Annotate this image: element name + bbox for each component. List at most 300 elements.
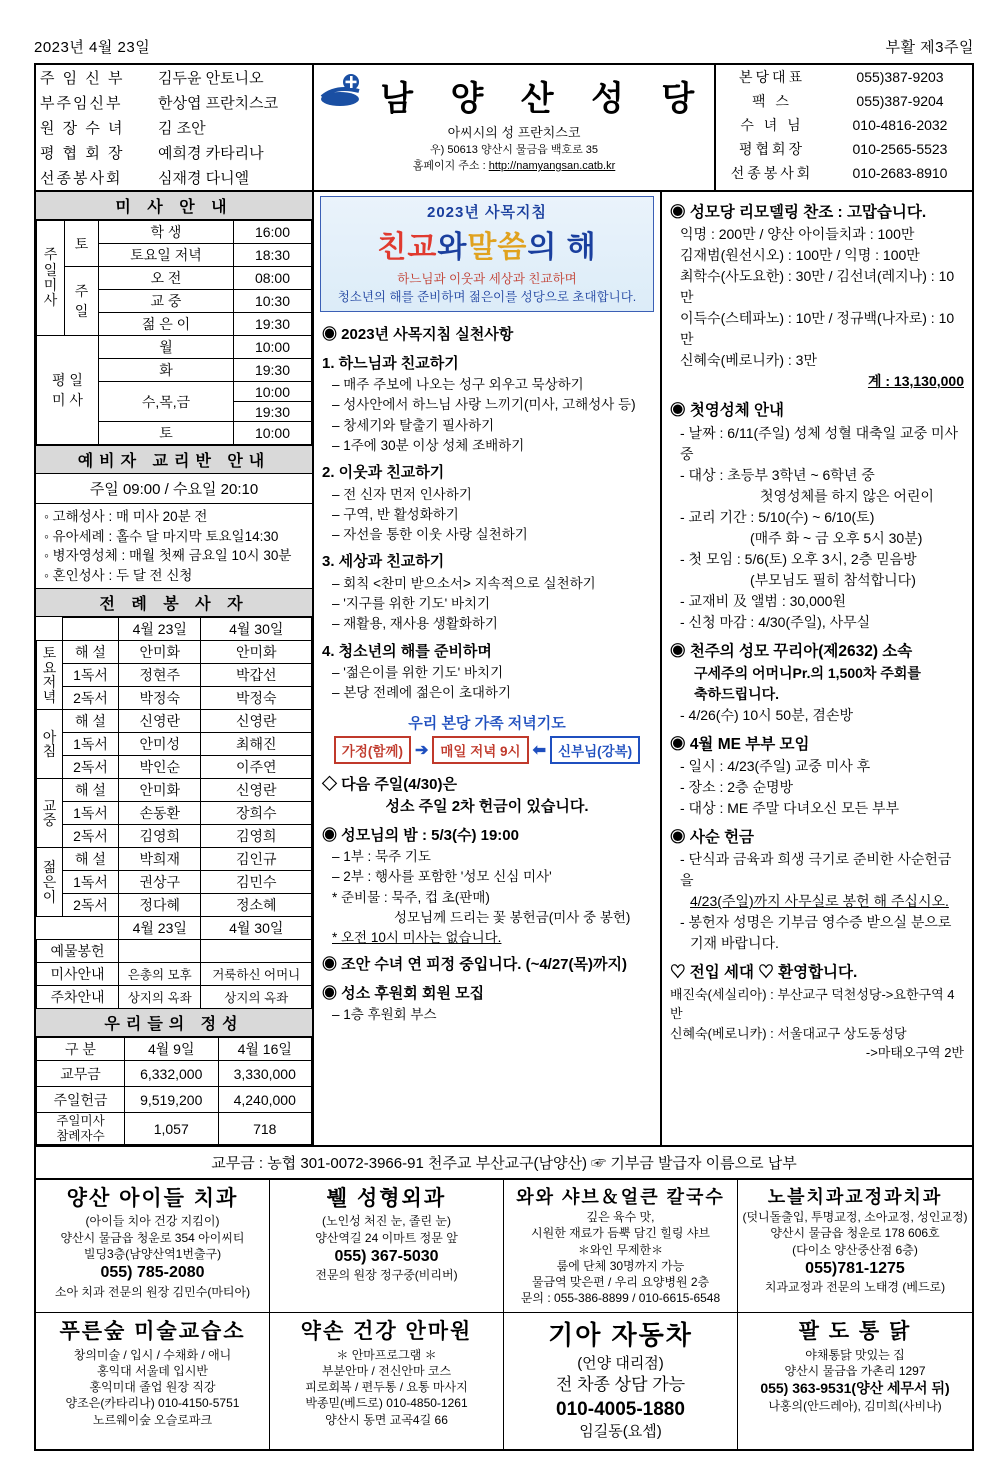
ad-sub: (언양 대리점) <box>577 1354 664 1372</box>
ad-title: 약손 건강 안마원 <box>300 1320 473 1344</box>
liturgy-role: 2독서 <box>63 687 119 710</box>
ad-foot: 전문의 원장 정구중(비리버) <box>315 1268 458 1283</box>
fc-line: - 날짜 : 6/11(주일) 성체 성혈 대축일 교중 미사 중 <box>680 424 959 462</box>
offering-title: 우리들의 정성 <box>36 1009 312 1037</box>
ad-foot: 양산시 동면 교곡4길 66 <box>325 1412 448 1427</box>
ad-card[interactable] <box>504 1313 738 1448</box>
ad-title: 뷀 성형외과 <box>326 1187 447 1210</box>
liturgy-group-label: 토 요 저 녁 <box>37 641 63 710</box>
mass-schedule-table <box>36 220 312 445</box>
liturgy-group-label: 교 중 <box>37 779 63 848</box>
curia-head: ◉ 천주의 성모 꾸리아(제2632) 소속 <box>670 642 913 660</box>
remodel-head: ◉ 성모당 리모델링 찬조 : 고맙습니다. <box>670 204 927 221</box>
ad-card[interactable] <box>270 1313 504 1448</box>
notice-head-text: 성소 후원회 회원 모집 <box>341 984 485 1002</box>
remodel-row: 최학수(사도요한) : 30만 / 김선녀(레지나) : 10만 <box>680 268 955 306</box>
mass-time: 10:00 <box>234 422 312 445</box>
table-row <box>37 779 312 802</box>
liturgy-person: 박갑선 <box>201 664 312 687</box>
liturgy-extra-role: 미사안내 <box>37 963 119 986</box>
catechism-note: ◦ 병자영성체 : 매월 첫째 금요일 10시 30분 <box>44 548 292 564</box>
practice-item: – 자선을 통한 이웃 사랑 실천하기 <box>332 527 528 542</box>
liturgical-season: 부활 제3주일 <box>885 39 974 56</box>
liturgy-extra-date-1: 4월 23일 <box>119 917 201 940</box>
staff-name: 김 조안 <box>158 120 206 137</box>
table-row <box>37 1038 312 1061</box>
remodel-head-text: 성모당 리모델링 찬조 : 고맙습니다. <box>689 204 927 221</box>
practice-item: – 본당 전례에 젊은이 초대하기 <box>332 685 512 701</box>
mass-name: 토 <box>99 422 234 445</box>
staff-name: 예희경 카타리나 <box>158 145 264 162</box>
family-prayer-flow <box>324 736 650 764</box>
family-prayer-title: 우리 본당 가족 저녁기도 <box>408 714 566 732</box>
liturgy-role: 2독서 <box>63 825 119 848</box>
catechism-note: ◦ 고해성사 : 매 미사 20분 전 <box>44 509 208 524</box>
contact-role: 본당대표 <box>738 69 806 85</box>
ad-card[interactable] <box>504 1180 738 1313</box>
ad-card[interactable] <box>270 1180 504 1313</box>
ad-phone: 양조은(카타리나) 010-4150-5751 <box>65 1396 240 1411</box>
liturgy-role: 해 설 <box>63 779 119 802</box>
contact-row <box>716 137 972 161</box>
offering-col-1: 4월 9일 <box>125 1038 219 1061</box>
church-address: 우) 50613 양산시 물금읍 백호로 35 <box>429 144 599 156</box>
table-row <box>37 894 312 917</box>
offering-value: 6,332,000 <box>125 1061 219 1087</box>
notice-head-text: 조안 수녀 연 피정 중입니다. (~4/27(목)까지) <box>341 956 627 974</box>
offering-value: 3,330,000 <box>218 1061 312 1087</box>
table-row <box>37 267 312 290</box>
liturgy-extra-b: 거룩하신 어머니 <box>201 963 312 986</box>
notice-line: – 1부 : 묵주 기도 <box>332 849 431 864</box>
ad-phone: 문의 : 055-386-8899 / 010-6615-6548 <box>520 1291 721 1306</box>
notice-head: ◉ 성모님의 밤 : 5/3(수) 19:00 <box>322 826 519 844</box>
staff-row <box>36 90 312 115</box>
ad-phone: 010-4005-1880 <box>556 1398 685 1420</box>
practice-item: – 구역, 반 활성화하기 <box>332 506 459 522</box>
table-row <box>37 848 312 871</box>
me-line: - 장소 : 2층 순명방 <box>680 779 794 795</box>
liturgy-date-2: 4월 30일 <box>201 618 312 641</box>
lent-head: ◉ 사순 헌금 <box>670 829 755 846</box>
table-row <box>37 802 312 825</box>
table-row <box>37 963 312 986</box>
table-row <box>37 336 312 359</box>
banner-headline <box>323 222 651 266</box>
table-row <box>37 940 312 963</box>
contact-value: 010-4816-2032 <box>852 117 948 133</box>
notice-line: 성모님께 드리는 꽃 봉헌금(미사 중 봉헌) <box>394 909 631 925</box>
notice-line: – 2부 : 행사를 포함한 '성모 신심 미사' <box>332 869 552 885</box>
offering-label: 주일헌금 <box>37 1087 125 1113</box>
contact-role: 팩 스 <box>752 93 792 109</box>
ad-sub: 창의미술 / 입시 / 수채화 / 애니 <box>73 1347 232 1362</box>
ad-line: 양산역길 24 이마트 정문 앞 <box>315 1230 458 1245</box>
staff-name: 심재경 다니엘 <box>158 170 250 187</box>
liturgy-person: 김영희 <box>201 825 312 848</box>
staff-row <box>36 65 312 90</box>
mass-day: 토 <box>65 221 99 267</box>
offering-value: 718 <box>218 1113 312 1145</box>
lent-head-text: 사순 헌금 <box>689 829 755 846</box>
column-middle <box>314 192 662 1145</box>
catechism-notes <box>36 504 312 589</box>
table-row <box>37 710 312 733</box>
advertisement-grid <box>36 1178 972 1449</box>
prayer-step-2: 매일 저녁 9시 <box>432 736 528 764</box>
liturgy-person: 박인순 <box>119 756 201 779</box>
remodel-total: 계 : 13,130,000 <box>867 373 964 390</box>
mass-name: 교 중 <box>99 290 234 313</box>
table-row <box>37 871 312 894</box>
ad-sub: (덧니돌출입, 투명교정, 소아교정, 성인교정) <box>742 1210 968 1225</box>
liturgy-role: 2독서 <box>63 756 119 779</box>
fc-line: - 교재비 及 앨범 : 30,000원 <box>680 592 846 609</box>
table-row <box>37 733 312 756</box>
liturgy-title: 전 례 봉 사 자 <box>36 589 312 617</box>
me-line: - 대상 : ME 주말 다녀오신 모든 부부 <box>680 800 900 816</box>
remodel-row: 신혜숙(베로니카) : 3만 <box>680 352 817 369</box>
liturgy-person: 박희재 <box>119 848 201 871</box>
remodel-row: 이득수(스테파노) : 10만 / 정규백(나자로) : 10만 <box>680 310 955 348</box>
ad-phone: 055)781-1275 <box>805 1259 905 1277</box>
liturgy-person: 신영란 <box>119 710 201 733</box>
liturgy-extra-b: 상지의 옥좌 <box>201 986 312 1009</box>
practice-head: 3. 세상과 친교하기 <box>322 553 445 571</box>
ad-foot: 임길동(요셉) <box>579 1423 662 1441</box>
offering-label: 주일미사 참례자수 <box>37 1113 125 1145</box>
ad-line: 양산시 물금읍 청운로 354 아이씨티 <box>60 1230 245 1245</box>
ad-line: 부분안마 / 전신안마 코스 <box>321 1363 452 1378</box>
liturgy-extra-a: 상지의 옥좌 <box>119 986 201 1009</box>
liturgy-role: 해 설 <box>63 641 119 664</box>
note-text: 혼인성사 : 두 달 전 신청 <box>52 567 193 583</box>
contact-value: 010-2565-5523 <box>852 141 948 157</box>
arrow-right-icon: ➔ <box>414 741 429 759</box>
banner-word-2: 와 <box>437 231 468 264</box>
catechism-title: 예비자 교리반 안내 <box>36 445 312 474</box>
practice-item: – 창세기와 탈출기 필사하기 <box>332 417 495 433</box>
liturgy-role: 1독서 <box>63 664 119 687</box>
me-line: - 일시 : 4/23(주일) 교중 미사 후 <box>680 758 871 774</box>
practice-head: 4. 청소년의 해를 준비하며 <box>322 642 492 660</box>
mass-name: 수,목,금 <box>99 382 234 422</box>
liturgy-person: 안미화 <box>119 779 201 802</box>
church-logo-icon <box>320 73 366 118</box>
church-name: 남 양 산 성 당 <box>380 80 709 118</box>
practice-head: 1. 하느님과 친교하기 <box>322 354 459 372</box>
liturgy-extra-b <box>201 940 312 963</box>
staff-list <box>36 65 314 190</box>
mass-time: 19:30 <box>234 402 312 422</box>
ad-card[interactable] <box>36 1313 270 1448</box>
catechism-note: ◦ 혼인성사 : 두 달 전 신청 <box>44 567 193 583</box>
liturgy-person: 신영란 <box>201 710 312 733</box>
curia-line: 축하드립니다. <box>694 685 780 702</box>
contact-list <box>714 65 972 190</box>
practice-head: 2. 이웃과 친교하기 <box>322 464 445 481</box>
notice-head-text: 성모님의 밤 : 5/3(수) 19:00 <box>341 826 519 844</box>
staff-row <box>36 140 312 165</box>
liturgy-role: 1독서 <box>63 802 119 825</box>
ad-title: 노블치과교정과치과 <box>767 1187 943 1207</box>
ad-title: 푸른숲 미술교습소 <box>59 1320 246 1344</box>
ad-line: 물금역 맞은편 / 우리 요양병원 2층 <box>531 1275 710 1290</box>
offering-table <box>36 1037 312 1145</box>
fc-line: - 신청 마감 : 4/30(주일), 사무실 <box>680 613 871 630</box>
table-row <box>37 917 312 940</box>
catechism-schedule: 주일 09:00 / 수요일 20:10 <box>36 474 312 504</box>
table-row <box>37 756 312 779</box>
ad-sub: 야채통닭 맛있는 집 <box>805 1347 905 1362</box>
bulletin-frame <box>34 63 974 1451</box>
liturgy-person: 이주연 <box>201 756 312 779</box>
practice-item: – 1주에 30분 이상 성체 조배하기 <box>332 437 525 453</box>
lent-line: - 봉헌자 성명은 기부금 영수증 받으실 분으로 <box>680 914 952 931</box>
mass-name: 월 <box>99 336 234 359</box>
fc-line: - 교리 기간 : 5/10(수) ~ 6/10(토) <box>680 508 875 525</box>
ad-line: 빌딩3층(남양산역1번출구) <box>83 1246 222 1261</box>
mass-time: 19:30 <box>234 313 312 336</box>
mass-time: 19:30 <box>234 359 312 382</box>
fc-line: (매주 화 ~ 금 오후 5시 30분) <box>750 529 923 546</box>
fc-line: - 첫 모임 : 5/6(토) 오후 3시, 2층 믿음방 <box>680 550 917 567</box>
ad-phone: 박종믿(베드로) 010-4850-1261 <box>305 1396 468 1411</box>
practice-item: – 전 신자 먼저 인사하기 <box>332 486 472 502</box>
contact-role: 평협회장 <box>738 141 806 157</box>
ad-line: 양산시 물금읍 가촌리 1297 <box>784 1363 926 1378</box>
curia-line: 구세주의 어머니Pr.의 1,500차 주회를 <box>694 664 921 681</box>
note-text: 유아세례 : 홀수 달 마지막 토요일14:30 <box>52 528 279 544</box>
offering-col-2: 4월 16일 <box>218 1038 312 1061</box>
ad-sub: (아이들 치아 건강 지킴이) <box>85 1214 220 1229</box>
liturgy-role: 1독서 <box>63 871 119 894</box>
banner-line-2: 청소년의 해를 준비하며 젊은이를 성당으로 초대합니다. <box>337 290 637 304</box>
homepage-label: 홈페이지 주소 : <box>412 160 486 172</box>
liturgy-person: 김민수 <box>201 871 312 894</box>
banner-word-1: 친교 <box>377 231 438 264</box>
offering-col-0: 구 분 <box>37 1038 125 1061</box>
notice-line: * 오전 10시 미사는 없습니다. <box>332 930 502 945</box>
liturgy-person: 신영란 <box>201 779 312 802</box>
staff-role: 선종봉사회 <box>40 170 123 187</box>
column-right <box>662 192 972 1145</box>
note-text: 병자영성체 : 매월 첫째 금요일 10시 30분 <box>52 548 292 564</box>
ad-line: ＊와인 무제한＊ <box>577 1242 664 1257</box>
homepage-url[interactable]: http://namyangsan.catb.kr <box>488 160 616 172</box>
liturgy-role: 1독서 <box>63 733 119 756</box>
family-prayer-box <box>324 712 650 764</box>
remodel-row: 익명 : 200만 / 양산 아이들치과 : 100만 <box>680 226 915 243</box>
church-homepage <box>314 157 714 173</box>
lent-line: - 단식과 금육과 희생 극기로 준비한 사순헌금을 <box>680 851 952 889</box>
lent-line: 4/23(주일)까지 사무실로 봉헌 해 주십시오. <box>690 893 949 910</box>
ad-phone: 055) 367-5030 <box>334 1247 439 1265</box>
account-bar: 교무금 : 농협 301-0072-3966-91 천주교 부산교구(남양산) ☞ 기부금 발급자 이름으로 납부 <box>36 1145 972 1178</box>
notice-head: ◉ 조안 수녀 연 피정 중입니다. (~4/27(목)까지) <box>322 956 627 974</box>
mass-guide-title: 미 사 안 내 <box>36 192 312 220</box>
staff-role: 부주임신부 <box>40 95 123 112</box>
liturgy-group-label: 아 침 <box>37 710 63 779</box>
contact-value: 055)387-9204 <box>856 93 944 109</box>
curia-line: - 4/26(수) 10시 50분, 겸손방 <box>680 706 853 723</box>
contact-role: 선종봉사회 <box>730 165 814 181</box>
fc-line: (부모님도 필히 참석합니다) <box>750 571 916 588</box>
staff-row <box>36 115 312 140</box>
welcome-line: ->마태오구역 2반 <box>865 1045 964 1060</box>
mass-time: 16:00 <box>234 221 312 244</box>
ad-sub: ＊ 안마프로그램 ＊ <box>336 1347 437 1362</box>
liturgy-extra-a <box>119 940 201 963</box>
catechism-note: ◦ 유아세례 : 홀수 달 마지막 토요일14:30 <box>44 528 279 544</box>
offering-value: 4,240,000 <box>218 1087 312 1113</box>
fc-line: - 대상 : 초등부 3학년 ~ 6학년 중 <box>680 466 875 483</box>
mass-name: 토요일 저녁 <box>99 244 234 267</box>
mass-name: 오 전 <box>99 267 234 290</box>
contact-value: 010-2683-8910 <box>852 165 948 181</box>
liturgy-person: 장희수 <box>201 802 312 825</box>
ad-line: 홍익미대 졸업 원장 직강 <box>89 1380 216 1395</box>
ad-card[interactable] <box>738 1180 972 1313</box>
ad-sub: 깊은 육수 맛, <box>586 1210 655 1225</box>
liturgy-extra-role: 예물봉헌 <box>37 940 119 963</box>
lent-line: 기재 바랍니다. <box>690 935 779 952</box>
notice-line: 성소 주일 2차 헌금이 있습니다. <box>385 798 589 815</box>
fc-line: 첫영성체를 하지 않은 어린이 <box>760 487 934 504</box>
contact-value: 055)387-9203 <box>856 69 944 85</box>
ad-title: 와와 샤브＆얼큰 칼국수 <box>516 1187 725 1207</box>
ad-title: 기아 자동차 <box>548 1320 693 1351</box>
liturgy-person: 박정숙 <box>201 687 312 710</box>
ad-card[interactable] <box>36 1180 270 1313</box>
liturgy-person: 안미화 <box>201 641 312 664</box>
practice-item: – '지구를 위한 기도' 바치기 <box>332 596 491 611</box>
mass-time: 18:30 <box>234 244 312 267</box>
issue-date: 2023년 4월 23일 <box>34 39 151 56</box>
staff-row <box>36 165 312 190</box>
arrow-left-icon: ⬅ <box>532 741 546 759</box>
banner-word-4: 의 해 <box>527 231 597 264</box>
liturgy-person: 정현주 <box>119 664 201 687</box>
offering-value: 1,057 <box>125 1113 219 1145</box>
ad-title: 양산 아이들 치과 <box>66 1187 239 1210</box>
mass-time: 08:00 <box>234 267 312 290</box>
welcome-line: 신혜숙(베로니카) : 서울대교구 상도동성당 <box>670 1025 907 1041</box>
table-row <box>37 825 312 848</box>
ad-foot: 치과교정과 전문의 노태경 (베드로) <box>764 1280 946 1295</box>
me-head-text: 4월 ME 부부 모임 <box>689 735 810 753</box>
mass-time: 10:00 <box>234 382 312 402</box>
ad-line: 홍익대 서울데 입시반 <box>97 1363 208 1378</box>
column-left <box>36 192 314 1145</box>
table-row <box>37 618 312 641</box>
liturgy-person: 손동환 <box>119 802 201 825</box>
table-row <box>37 1113 312 1145</box>
practice-item: – 성사안에서 하느님 사랑 느끼기(미사, 고해성사 등) <box>332 397 636 413</box>
ad-sub: (노인성 처진 눈, 졸린 눈) <box>322 1214 451 1229</box>
table-row <box>37 687 312 710</box>
ad-line: 룸에 단체 30명까지 가능 <box>556 1258 685 1273</box>
me-head: ◉ 4월 ME 부부 모임 <box>670 735 810 753</box>
ad-foot: 노르웨이숲 오슬로파크 <box>92 1412 213 1427</box>
notice-head-text: 다음 주일(4/30)은 <box>341 775 457 793</box>
bulletin-body <box>36 190 972 1145</box>
table-row <box>37 221 312 244</box>
liturgy-person: 정다혜 <box>119 894 201 917</box>
table-row <box>37 1087 312 1113</box>
liturgy-person: 김영희 <box>119 825 201 848</box>
weekday-label: 평 일 미 사 <box>37 336 99 445</box>
mass-day: 주 일 <box>65 267 99 336</box>
table-row <box>37 641 312 664</box>
mass-time: 10:00 <box>234 336 312 359</box>
masthead <box>36 65 972 190</box>
ad-title: 팔 도 통 닭 <box>798 1320 912 1344</box>
offering-value: 9,519,200 <box>125 1087 219 1113</box>
first-communion-head: ◉ 첫영성체 안내 <box>670 402 784 420</box>
pastoral-banner <box>320 196 654 312</box>
table-row <box>37 1061 312 1087</box>
mass-name: 학 생 <box>99 221 234 244</box>
banner-year: 2023년 사목지침 <box>427 204 547 221</box>
notice-head: ◉ 성소 후원회 회원 모집 <box>322 984 485 1002</box>
ad-line: 시원한 재료가 듬뿍 담긴 힐링 샤브 <box>531 1226 710 1241</box>
staff-name: 한상엽 프란치스코 <box>158 95 279 112</box>
practice-item: – 재활용, 재사용 생활화하기 <box>332 616 498 632</box>
practice-item: – 매주 주보에 나오는 성구 외우고 묵상하기 <box>332 377 584 392</box>
liturgy-group-label: 젊 은 이 <box>37 848 63 917</box>
contact-row <box>716 113 972 137</box>
prayer-step-3: 신부님(강복) <box>550 736 640 764</box>
first-communion-head-text: 첫영성체 안내 <box>689 402 784 420</box>
curia-head-text: 천주의 성모 꾸리아(제2632) 소속 <box>689 642 913 660</box>
liturgy-date-1: 4월 23일 <box>119 618 201 641</box>
notice-line: * 준비물 : 묵주, 컵 초(판매) <box>332 889 490 905</box>
ad-card[interactable] <box>738 1313 972 1448</box>
liturgy-person: 안미성 <box>119 733 201 756</box>
staff-role: 원 장 수 녀 <box>40 120 125 137</box>
contact-row <box>716 89 972 113</box>
liturgy-role: 해 설 <box>63 848 119 871</box>
offering-label: 교무금 <box>37 1061 125 1087</box>
practice-title: ◉ 2023년 사목지침 실천사항 <box>322 326 514 343</box>
church-identity <box>314 65 714 190</box>
table-row <box>37 986 312 1009</box>
ad-line: 양산시 물금읍 청운로 178 606호 <box>770 1226 940 1241</box>
ad-foot: 소아 치과 전문의 원장 김민수(마티아) <box>54 1284 251 1299</box>
welcome-line: 배진숙(세실리아) : 부산교구 덕천성당->요한구역 4반 <box>670 986 955 1021</box>
ad-line: 피로회복 / 편두통 / 요통 마사지 <box>305 1380 468 1395</box>
ad-line: (다이소 양산중산점 6층) <box>792 1242 918 1257</box>
liturgy-person: 김인규 <box>201 848 312 871</box>
staff-name: 김두윤 안토니오 <box>158 70 264 87</box>
liturgy-person: 권상구 <box>119 871 201 894</box>
contact-role: 수 녀 님 <box>740 117 804 133</box>
practice-section <box>314 316 660 706</box>
liturgy-role: 2독서 <box>63 894 119 917</box>
ad-line: 전 차종 상담 가능 <box>555 1374 686 1394</box>
right-notices <box>662 192 972 1065</box>
table-row <box>37 664 312 687</box>
ad-phone: 055) 785-2080 <box>100 1263 205 1281</box>
banner-word-3: 말씀 <box>467 231 528 264</box>
liturgy-role: 해 설 <box>63 710 119 733</box>
liturgy-extra-a: 은총의 모후 <box>119 963 201 986</box>
practice-item: – '젊은이를 위한 기도' 바치기 <box>332 665 504 680</box>
mass-name: 화 <box>99 359 234 382</box>
liturgy-person: 안미화 <box>119 641 201 664</box>
contact-row <box>716 65 972 89</box>
